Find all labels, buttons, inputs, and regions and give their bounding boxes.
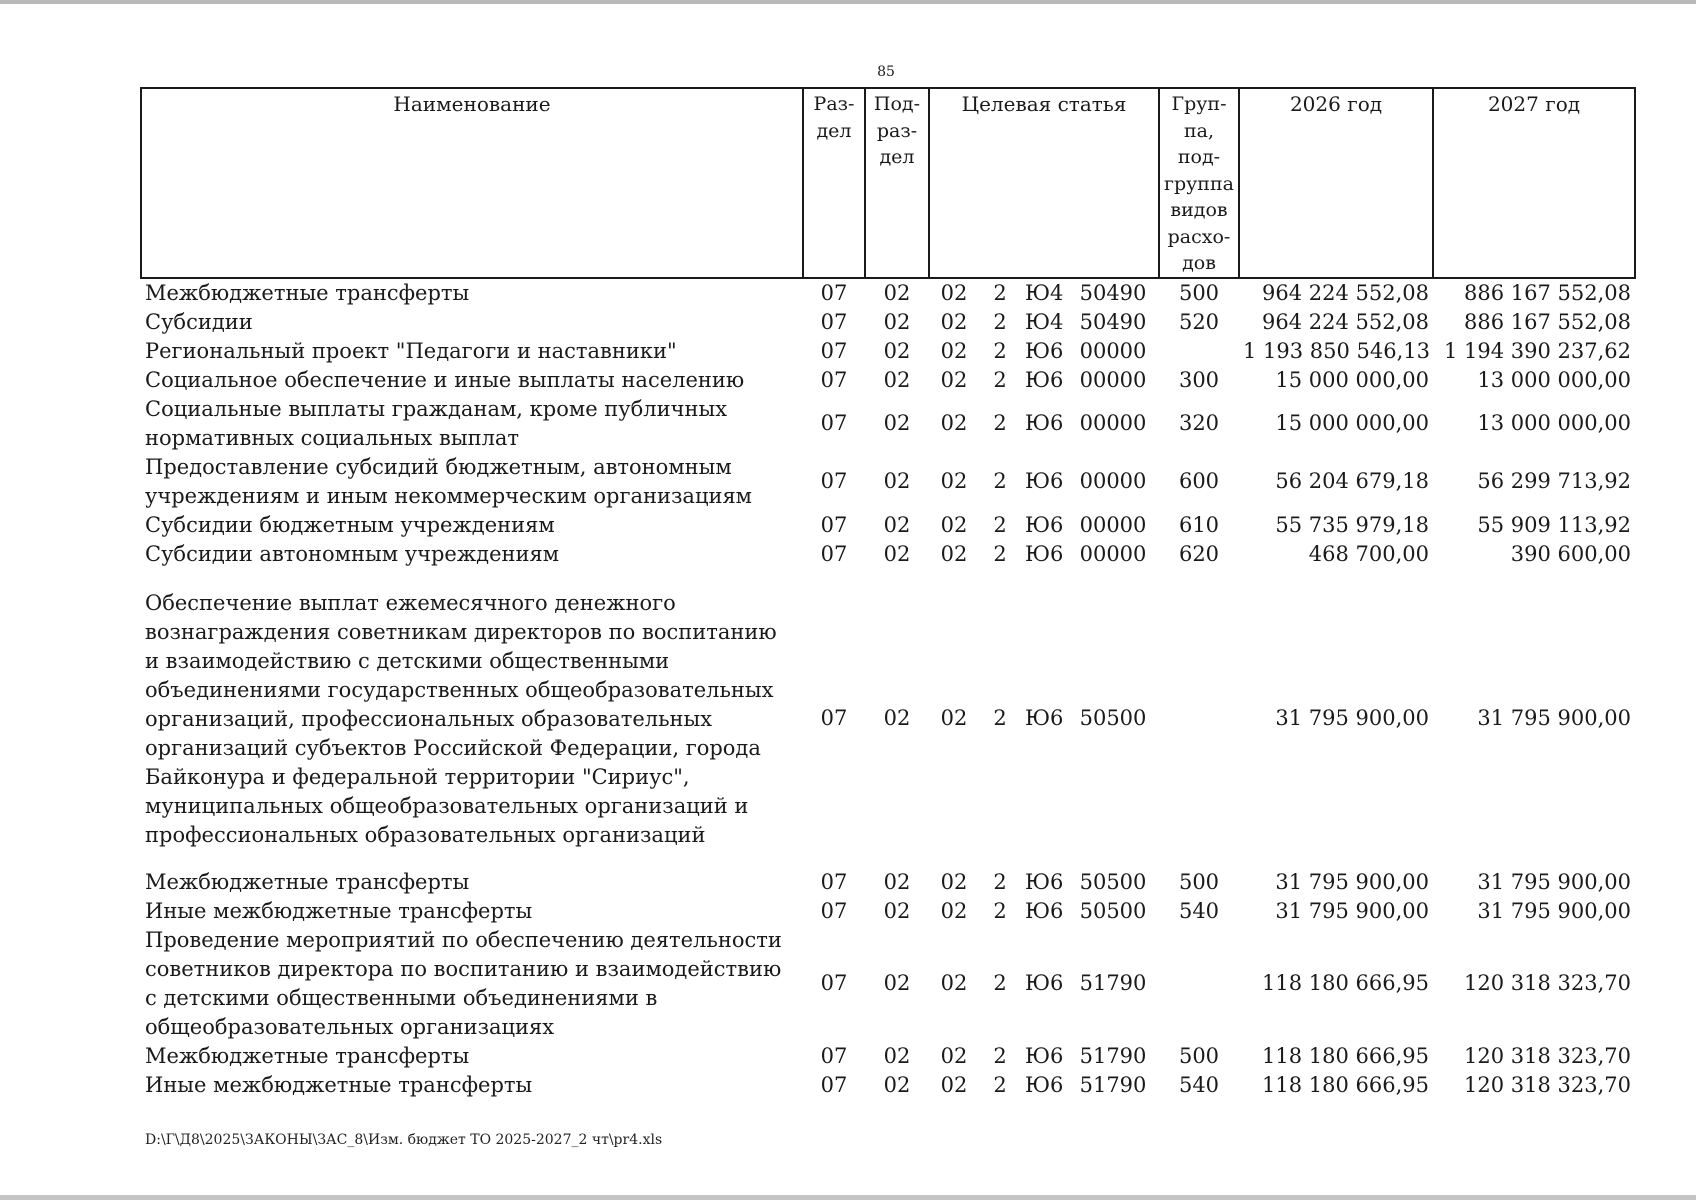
- cell-target-part-1: 02: [940, 898, 968, 923]
- cell-target-part-2: 2: [993, 512, 1007, 537]
- cell-amount-2027: 13 000 000,00: [1477, 367, 1631, 392]
- cell-name: Иные межбюджетные трансферты: [145, 1072, 533, 1097]
- cell-razdel: 07: [820, 411, 848, 435]
- cell-podrazdel: 02: [883, 869, 911, 894]
- cell-amount-2026: 15 000 000,00: [1275, 411, 1429, 435]
- header-group: [1159, 88, 1239, 278]
- cell-group: 540: [1178, 1072, 1220, 1097]
- cell-target-part-1: 02: [940, 512, 968, 537]
- cell-target-part-4: 51790: [1079, 1043, 1147, 1068]
- cell-amount-2027: 120 318 323,70: [1464, 1072, 1631, 1097]
- cell-target-part-2: 2: [993, 869, 1007, 894]
- cell-podrazdel: 02: [883, 280, 911, 305]
- cell-group: 600: [1178, 469, 1220, 493]
- table-row: [141, 453, 1635, 511]
- cell-target-part-3: Ю6: [1025, 367, 1064, 392]
- cell-target-part-1: 02: [940, 469, 968, 493]
- table-row: [141, 926, 1635, 1042]
- cell-razdel: 07: [820, 705, 848, 730]
- cell-amount-2026: 55 735 979,18: [1275, 512, 1429, 537]
- cell-amount-2026: 31 795 900,00: [1275, 869, 1429, 894]
- cell-podrazdel: 02: [883, 898, 911, 923]
- footer-file-path: D:\Г\Д8\2025\ЗАКОНЫ\ЗАС_8\Изм. бюджет ТО 2025-2027_2 чт\pr4.xls: [145, 1132, 663, 1148]
- cell-target-part-4: 50500: [1079, 869, 1147, 894]
- cell-target-part-3: Ю6: [1025, 971, 1064, 995]
- cell-target-part-1: 02: [940, 1043, 968, 1068]
- cell-target-part-2: 2: [993, 971, 1007, 995]
- cell-amount-2026: 964 224 552,08: [1262, 309, 1429, 334]
- table-row: [141, 868, 1635, 897]
- cell-name: Межбюджетные трансферты: [145, 869, 470, 894]
- cell-name: Иные межбюджетные трансферты: [145, 898, 533, 923]
- cell-group: 300: [1178, 367, 1220, 392]
- cell-target-part-2: 2: [993, 898, 1007, 923]
- cell-target-part-4: 50490: [1079, 309, 1147, 334]
- cell-amount-2026: 964 224 552,08: [1262, 280, 1429, 305]
- header-group-line: па, под-: [1177, 119, 1221, 168]
- scan-bottom-edge: [0, 1195, 1696, 1200]
- cell-target-part-4: 00000: [1079, 512, 1147, 537]
- header-razdel-line: дел: [816, 119, 852, 142]
- cell-name: Субсидии: [145, 309, 253, 334]
- cell-razdel: 07: [820, 280, 848, 305]
- cell-target-part-4: 00000: [1079, 411, 1147, 435]
- cell-razdel: 07: [820, 971, 848, 995]
- cell-group: [1159, 926, 1239, 1042]
- cell-amount-2026: 468 700,00: [1308, 541, 1429, 566]
- cell-target-part-3: Ю6: [1025, 705, 1064, 730]
- cell-target-part-1: 02: [940, 971, 968, 995]
- table-body: [141, 278, 1635, 1100]
- cell-name: Региональный проект "Педагоги и наставники": [145, 338, 677, 363]
- cell-target-part-2: 2: [993, 338, 1007, 363]
- cell-target-part-4: 50500: [1079, 898, 1147, 923]
- cell-target-part-4: 51790: [1079, 971, 1147, 995]
- table-row: [141, 337, 1635, 366]
- cell-razdel: 07: [820, 898, 848, 923]
- cell-amount-2026: 118 180 666,95: [1262, 1043, 1429, 1068]
- cell-target-part-1: 02: [940, 280, 968, 305]
- cell-razdel: 07: [820, 541, 848, 566]
- header-podrazdel-line: Под-: [873, 93, 921, 115]
- cell-target-part-3: Ю6: [1025, 541, 1064, 566]
- cell-target-part-2: 2: [993, 367, 1007, 392]
- cell-podrazdel: 02: [883, 411, 911, 435]
- cell-target-part-3: Ю6: [1025, 1043, 1064, 1068]
- header-podrazdel-line: раз-: [876, 119, 918, 142]
- header-group-line: видов: [1170, 199, 1228, 221]
- cell-target-part-1: 02: [940, 367, 968, 392]
- cell-target-part-3: Ю6: [1025, 469, 1064, 493]
- cell-name: Межбюджетные трансферты: [145, 1043, 470, 1068]
- cell-group: 500: [1178, 280, 1220, 305]
- cell-target-part-4: 00000: [1079, 367, 1147, 392]
- table-row: [141, 308, 1635, 337]
- cell-group: 610: [1178, 512, 1220, 537]
- cell-target-part-3: Ю6: [1025, 338, 1064, 363]
- cell-group: 500: [1178, 1043, 1220, 1068]
- cell-name: Межбюджетные трансферты: [145, 280, 470, 305]
- table-row: [141, 569, 1635, 868]
- cell-target-part-2: 2: [993, 469, 1007, 493]
- cell-amount-2027: 31 795 900,00: [1477, 869, 1631, 894]
- header-group-line: расхо-: [1167, 225, 1231, 248]
- cell-target-part-3: Ю4: [1025, 309, 1064, 334]
- cell-amount-2027: 120 318 323,70: [1464, 971, 1631, 995]
- cell-amount-2027: 120 318 323,70: [1464, 1043, 1631, 1068]
- cell-amount-2027: 886 167 552,08: [1464, 280, 1631, 305]
- cell-razdel: 07: [820, 512, 848, 537]
- cell-target-part-2: 2: [993, 541, 1007, 566]
- cell-target-part-4: 50490: [1079, 280, 1147, 305]
- cell-amount-2026: 118 180 666,95: [1262, 1072, 1429, 1097]
- cell-target-part-4: 50500: [1079, 705, 1147, 730]
- cell-razdel: 07: [820, 1072, 848, 1097]
- cell-target-part-3: Ю6: [1025, 898, 1064, 923]
- cell-target-part-1: 02: [940, 411, 968, 435]
- cell-name: Субсидии бюджетным учреждениям: [145, 512, 555, 537]
- cell-target-part-3: Ю6: [1025, 1072, 1064, 1097]
- cell-amount-2027: 390 600,00: [1510, 541, 1631, 566]
- header-podrazdel: [865, 88, 929, 278]
- cell-target-part-3: Ю6: [1025, 869, 1064, 894]
- cell-target-part-1: 02: [940, 705, 968, 730]
- cell-amount-2027: 55 909 113,92: [1477, 512, 1631, 537]
- header-group-line: дов: [1182, 252, 1216, 274]
- cell-target-part-2: 2: [993, 1072, 1007, 1097]
- cell-target-part-1: 02: [940, 541, 968, 566]
- cell-razdel: 07: [820, 469, 848, 493]
- cell-target-part-2: 2: [993, 1043, 1007, 1068]
- header-razdel-line: Раз-: [813, 93, 855, 115]
- cell-razdel: 07: [820, 367, 848, 392]
- header-year-2026: 2026 год: [1239, 88, 1433, 278]
- header-podrazdel-line: дел: [879, 146, 915, 168]
- cell-group: [1159, 337, 1239, 366]
- header-group-line: Груп-: [1171, 93, 1227, 115]
- budget-table: [140, 87, 1636, 1100]
- table-row: [141, 395, 1635, 453]
- table-row: [141, 278, 1635, 308]
- cell-amount-2026: 15 000 000,00: [1275, 367, 1429, 392]
- header-razdel: [803, 88, 865, 278]
- cell-target-part-2: 2: [993, 309, 1007, 334]
- cell-podrazdel: 02: [883, 469, 911, 493]
- cell-amount-2027: 13 000 000,00: [1477, 411, 1631, 435]
- cell-target-part-4: 00000: [1079, 541, 1147, 566]
- cell-amount-2026: 56 204 679,18: [1275, 469, 1429, 493]
- table-row: [141, 540, 1635, 569]
- cell-razdel: 07: [820, 1043, 848, 1068]
- table-row: [141, 511, 1635, 540]
- cell-amount-2027: 56 299 713,92: [1477, 469, 1631, 493]
- cell-group: 320: [1178, 411, 1220, 435]
- cell-target-part-1: 02: [940, 338, 968, 363]
- cell-target-part-1: 02: [940, 309, 968, 334]
- cell-amount-2026: 118 180 666,95: [1262, 971, 1429, 995]
- cell-amount-2027: 886 167 552,08: [1464, 309, 1631, 334]
- page-number: 85: [877, 64, 895, 80]
- cell-name: Социальное обеспечение и иные выплаты населению: [145, 367, 745, 392]
- cell-group: 520: [1178, 309, 1220, 334]
- cell-amount-2026: 1 193 850 546,13: [1243, 338, 1431, 363]
- cell-target-part-2: 2: [993, 411, 1007, 435]
- cell-podrazdel: 02: [883, 367, 911, 392]
- cell-razdel: 07: [820, 309, 848, 334]
- cell-name: Социальные выплаты гражданам, кроме публичных нормативных социальных выплат: [145, 396, 728, 450]
- cell-target-part-4: 00000: [1079, 338, 1147, 363]
- cell-group: [1159, 569, 1239, 868]
- table-row: [141, 1071, 1635, 1100]
- cell-target-part-3: Ю6: [1025, 512, 1064, 537]
- cell-podrazdel: 02: [883, 1072, 911, 1097]
- cell-amount-2027: 31 795 900,00: [1477, 898, 1631, 923]
- cell-razdel: 07: [820, 338, 848, 363]
- cell-target-part-2: 2: [993, 705, 1007, 730]
- cell-target-part-3: Ю6: [1025, 411, 1064, 435]
- cell-podrazdel: 02: [883, 705, 911, 730]
- cell-podrazdel: 02: [883, 971, 911, 995]
- cell-razdel: 07: [820, 869, 848, 894]
- cell-name: Проведение мероприятий по обеспечению деятельности советников директора по воспитанию и взаимодействию с детскими общественными объединениями в общеобразовательных организациях: [145, 927, 782, 1039]
- header-year-2027: 2027 год: [1433, 88, 1635, 278]
- cell-podrazdel: 02: [883, 309, 911, 334]
- header-row: [141, 88, 1635, 278]
- table-header: [141, 88, 1635, 278]
- cell-target-part-4: 00000: [1079, 469, 1147, 493]
- budget-table-container: [140, 87, 1634, 1100]
- cell-target-part-1: 02: [940, 1072, 968, 1097]
- cell-amount-2027: 31 795 900,00: [1477, 705, 1631, 730]
- cell-podrazdel: 02: [883, 1043, 911, 1068]
- header-name: Наименование: [141, 88, 803, 278]
- cell-podrazdel: 02: [883, 541, 911, 566]
- cell-amount-2027: 1 194 390 237,62: [1443, 338, 1631, 363]
- cell-group: 500: [1178, 869, 1220, 894]
- cell-name: Предоставление субсидий бюджетным, автономным учреждениям и иным некоммерческим организациям: [145, 454, 753, 508]
- table-row: [141, 897, 1635, 926]
- cell-name: Субсидии автономным учреждениям: [145, 541, 560, 566]
- table-row: [141, 366, 1635, 395]
- cell-name: Обеспечение выплат ежемесячного денежного вознаграждения советникам директоров по воспитанию и взаимодействию с детскими общественными объединениями государственных общеобразовательных организаций, профессиональных образовательных организаций субъектов Российской Федерации, города Байконура и федеральной территории "Сириус", муниципальных общеобразовательных организаций и профессиональных образовательных организаций: [145, 590, 777, 847]
- cell-podrazdel: 02: [883, 512, 911, 537]
- cell-target-part-4: 51790: [1079, 1072, 1147, 1097]
- cell-target-part-1: 02: [940, 869, 968, 894]
- cell-podrazdel: 02: [883, 338, 911, 363]
- cell-group: 540: [1178, 898, 1220, 923]
- cell-target-part-2: 2: [993, 280, 1007, 305]
- cell-target-part-3: Ю4: [1025, 280, 1064, 305]
- cell-group: 620: [1178, 541, 1220, 566]
- header-group-line: группа: [1164, 172, 1234, 195]
- cell-amount-2026: 31 795 900,00: [1275, 705, 1429, 730]
- scan-top-edge: [0, 0, 1696, 4]
- header-target-article: Целевая статья: [929, 88, 1159, 278]
- table-row: [141, 1042, 1635, 1071]
- cell-amount-2026: 31 795 900,00: [1275, 898, 1429, 923]
